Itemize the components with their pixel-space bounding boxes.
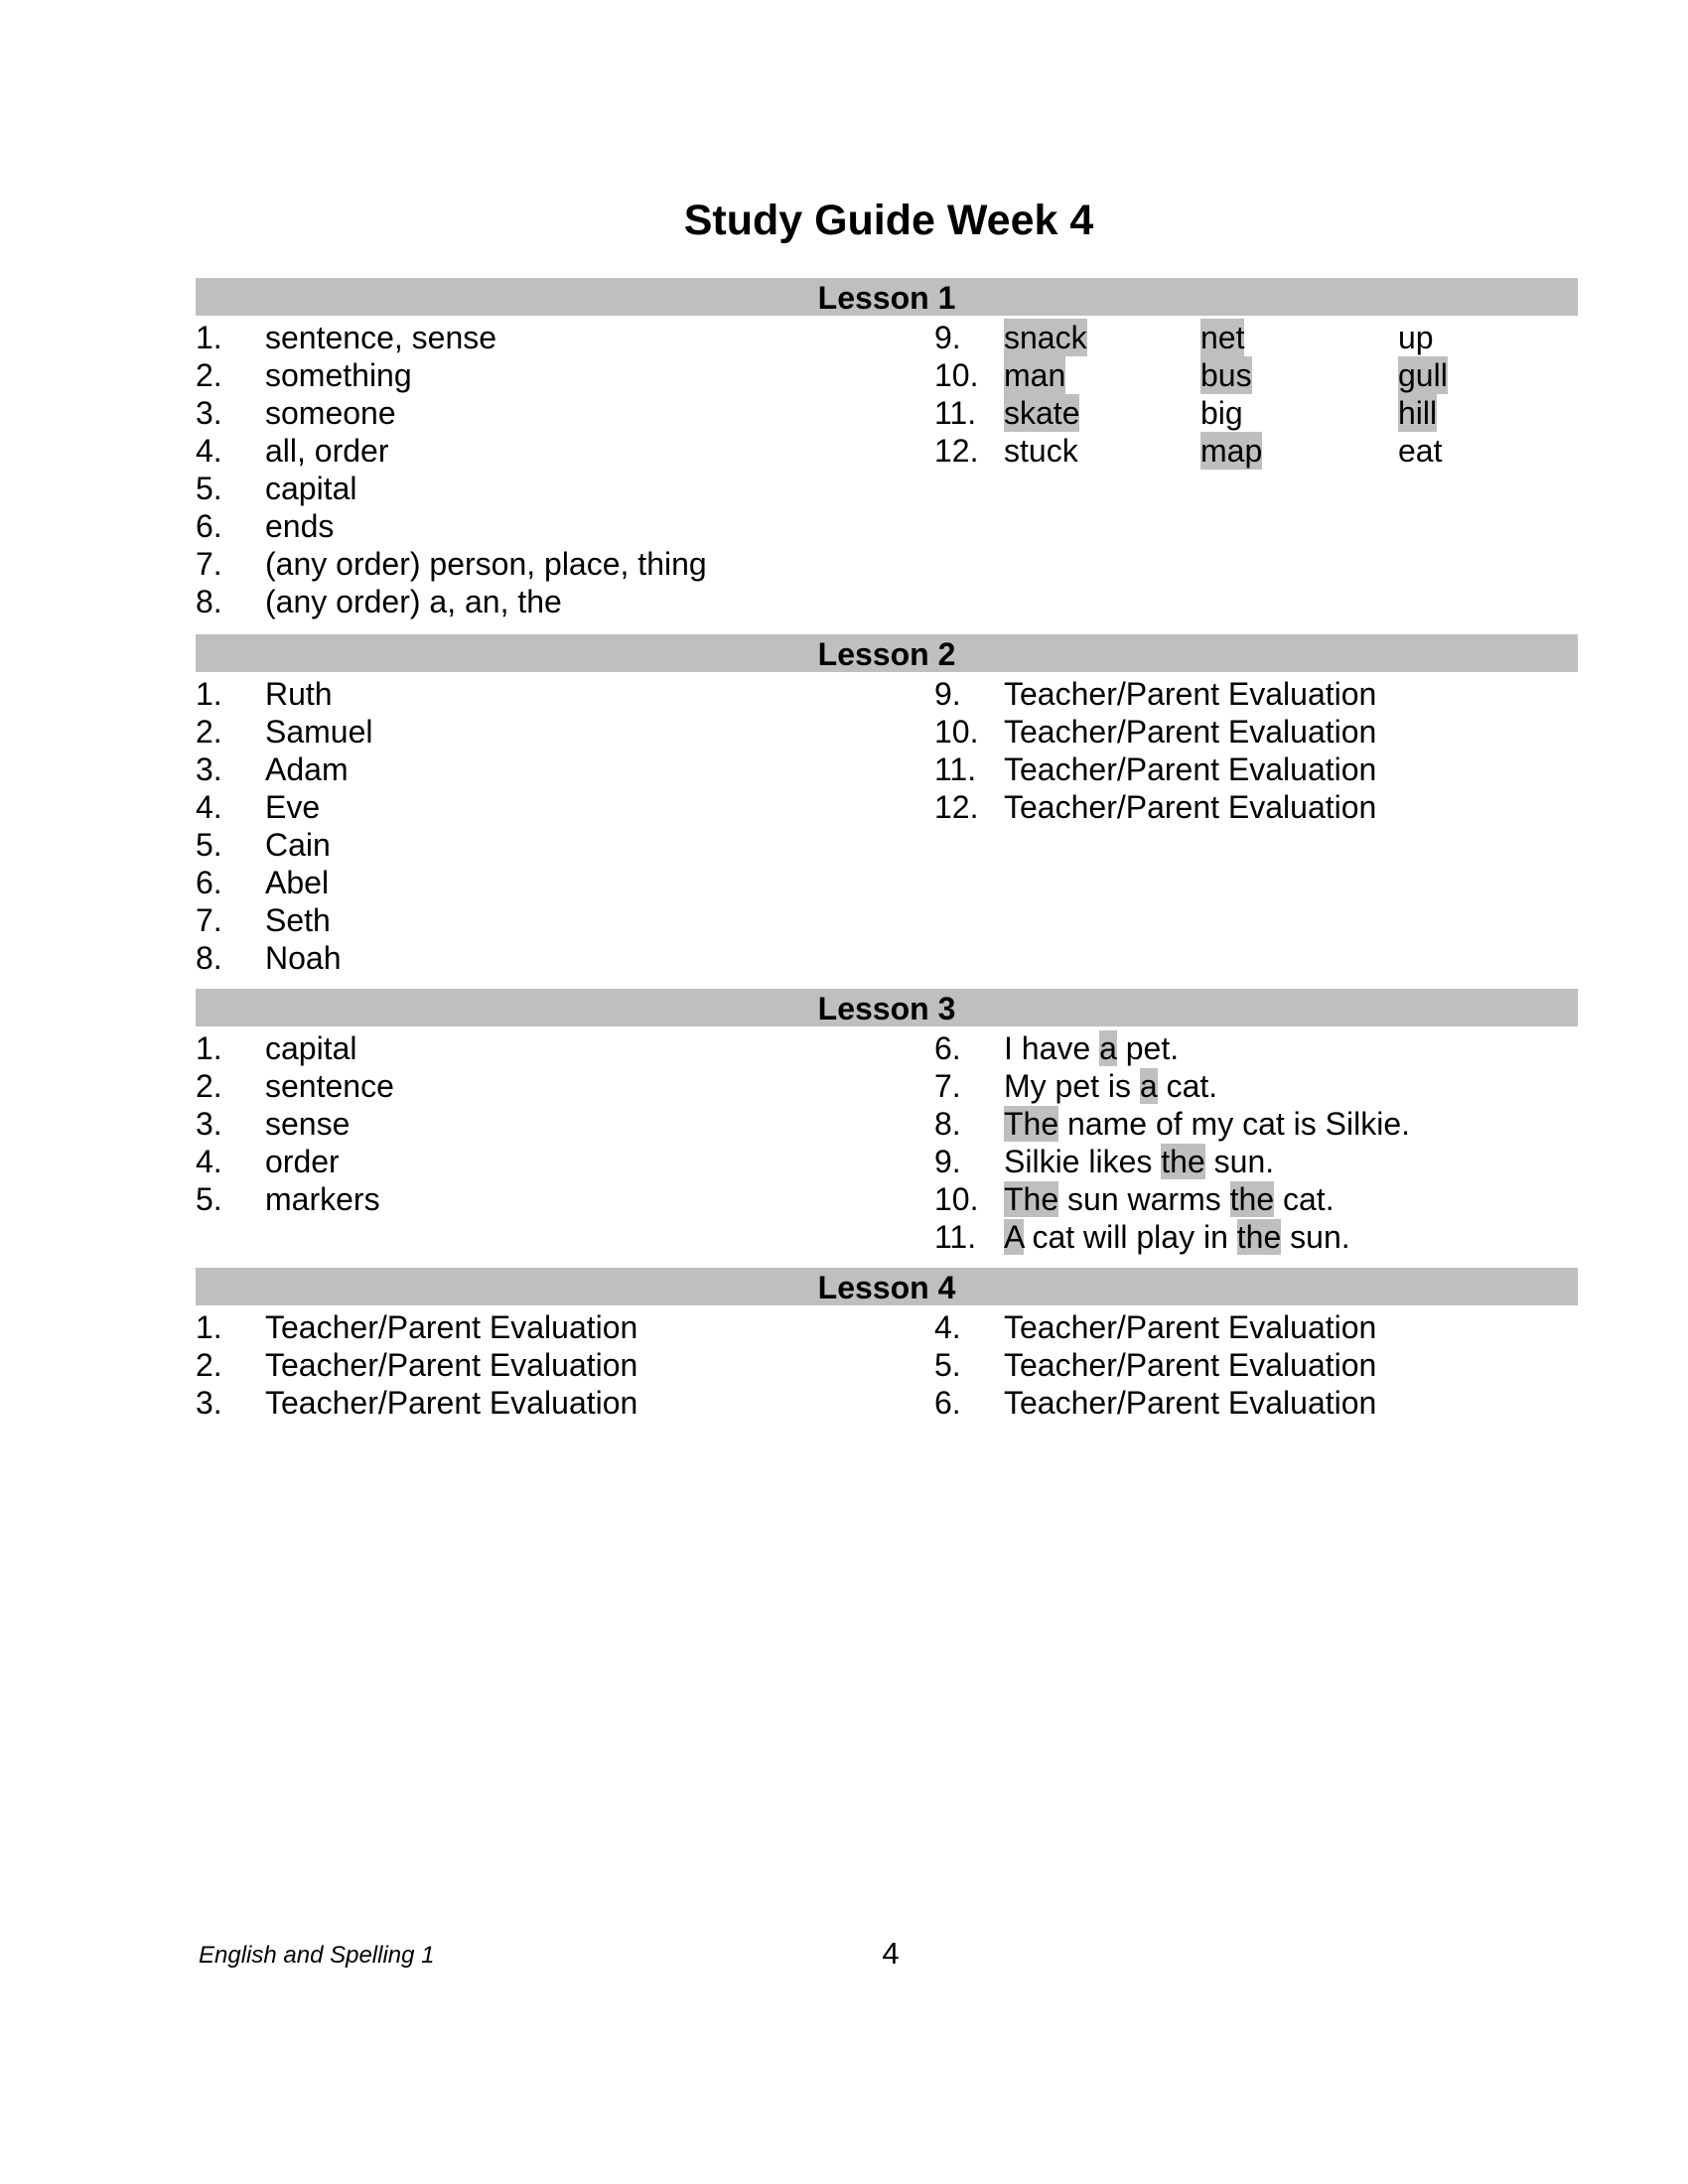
item-answer: Teacher/Parent Evaluation: [265, 1347, 638, 1383]
item-answer: Teacher/Parent Evaluation: [1004, 676, 1377, 712]
list-item: [196, 356, 891, 394]
footer-page-number: 4: [882, 1936, 900, 1971]
highlighted-article: the: [1161, 1144, 1205, 1179]
spelling-word: man: [1004, 357, 1066, 393]
sentence-segment: pet.: [1116, 1030, 1180, 1066]
spelling-word: bus: [1200, 357, 1252, 393]
item-answer: sense: [265, 1106, 351, 1142]
item-number: 10.: [934, 714, 979, 750]
item-answer: Teacher/Parent Evaluation: [265, 1309, 638, 1345]
sentence-segment: My pet is: [1004, 1068, 1140, 1104]
highlighted-article: the: [1236, 1219, 1282, 1255]
spelling-word: skate: [1004, 395, 1080, 431]
list-item: [196, 788, 891, 826]
list-item: [196, 394, 891, 432]
list-item: [934, 1218, 1629, 1256]
item-answer: Noah: [265, 940, 342, 976]
item-number: 12.: [934, 433, 979, 469]
item-number: 6.: [934, 1030, 961, 1066]
spelling-word: big: [1200, 395, 1243, 431]
item-number: 6.: [196, 865, 222, 900]
item-answer: someone: [265, 395, 396, 431]
spelling-word: snack: [1004, 320, 1087, 355]
item-number: 1.: [196, 320, 222, 355]
list-item: [196, 432, 891, 470]
item-answer: Adam: [265, 751, 349, 787]
spelling-word: net: [1200, 320, 1245, 355]
spelling-word: stuck: [1004, 433, 1078, 469]
item-number: 2.: [196, 714, 222, 750]
list-item: [196, 826, 891, 864]
item-answer: ends: [265, 508, 335, 544]
list-item: [934, 1384, 1629, 1422]
item-number: 10.: [934, 357, 979, 393]
item-answer: all, order: [265, 433, 389, 469]
item-answer: Cain: [265, 827, 331, 863]
item-answer: Samuel: [265, 714, 373, 750]
item-number: 6.: [934, 1385, 961, 1421]
list-item: [934, 1105, 1629, 1143]
item-number: 1.: [196, 1030, 222, 1066]
item-number: 7.: [196, 902, 222, 938]
item-number: 4.: [934, 1309, 961, 1345]
item-number: 9.: [934, 1144, 961, 1179]
footer-course-name: English and Spelling 1: [199, 1942, 435, 1969]
item-number: 3.: [196, 1385, 222, 1421]
list-item: [934, 788, 1629, 826]
list-item: [196, 1105, 891, 1143]
list-item: [196, 470, 891, 507]
list-item: [196, 1308, 891, 1346]
list-item: [934, 432, 1629, 470]
sentence-segment: sun warms: [1058, 1181, 1230, 1217]
item-number: 9.: [934, 676, 961, 712]
sentence-segment: name of my cat is Silkie.: [1058, 1106, 1411, 1142]
item-answer: Abel: [265, 865, 330, 900]
list-item: [934, 675, 1629, 713]
item-number: 3.: [196, 1106, 222, 1142]
list-item: [934, 713, 1629, 751]
item-number: 8.: [934, 1106, 961, 1142]
lesson-heading: Lesson 4: [196, 1268, 1578, 1305]
list-item: [934, 319, 1629, 356]
item-answer: Seth: [265, 902, 331, 938]
item-answer: Teacher/Parent Evaluation: [1004, 1309, 1377, 1345]
item-number: 4.: [196, 433, 222, 469]
list-item: [196, 864, 891, 901]
list-item: [196, 1180, 891, 1218]
item-number: 8.: [196, 940, 222, 976]
list-item: [196, 939, 891, 977]
list-item: [196, 675, 891, 713]
highlighted-article: a: [1099, 1030, 1117, 1066]
sentence-segment: cat will play in: [1023, 1219, 1237, 1255]
list-item: [196, 1384, 891, 1422]
sentence-segment: cat.: [1274, 1181, 1335, 1217]
item-answer: Teacher/Parent Evaluation: [1004, 1385, 1377, 1421]
item-answer: sentence, sense: [265, 320, 497, 355]
spelling-word: hill: [1398, 395, 1438, 431]
list-item: [934, 1067, 1629, 1105]
item-number: 2.: [196, 1068, 222, 1104]
list-item: [934, 394, 1629, 432]
spelling-word: gull: [1398, 357, 1448, 393]
item-sentence: [1004, 1218, 1350, 1256]
sentence-segment: I have: [1004, 1030, 1100, 1066]
highlighted-article: the: [1229, 1181, 1275, 1217]
item-answer: Teacher/Parent Evaluation: [1004, 751, 1377, 787]
item-number: 4.: [196, 789, 222, 825]
list-item: [934, 1029, 1629, 1067]
list-item: [196, 507, 891, 545]
list-item: [196, 583, 891, 620]
list-item: [196, 545, 891, 583]
item-answer: Teacher/Parent Evaluation: [1004, 1347, 1377, 1383]
item-answer: Teacher/Parent Evaluation: [1004, 714, 1377, 750]
list-item: [196, 713, 891, 751]
spelling-word: map: [1200, 433, 1263, 469]
item-number: 1.: [196, 676, 222, 712]
item-number: 7.: [196, 546, 222, 582]
item-number: 8.: [196, 584, 222, 619]
highlighted-article: a: [1139, 1068, 1158, 1104]
item-number: 5.: [196, 1181, 222, 1217]
item-sentence: [1004, 1029, 1179, 1067]
list-item: [934, 356, 1629, 394]
item-number: 10.: [934, 1181, 979, 1217]
item-number: 11.: [934, 1219, 977, 1255]
lesson-heading: Lesson 3: [196, 989, 1578, 1026]
sentence-segment: sun.: [1281, 1219, 1350, 1255]
item-number: 5.: [934, 1347, 961, 1383]
item-answer: capital: [265, 1030, 357, 1066]
spelling-word: eat: [1398, 433, 1443, 469]
item-number: 12.: [934, 789, 979, 825]
item-answer: markers: [265, 1181, 380, 1217]
item-number: 2.: [196, 1347, 222, 1383]
list-item: [196, 1346, 891, 1384]
item-sentence: [1004, 1180, 1335, 1218]
item-sentence: [1004, 1105, 1410, 1143]
item-number: 6.: [196, 508, 222, 544]
sentence-segment: Silkie likes: [1004, 1144, 1162, 1179]
item-number: 1.: [196, 1309, 222, 1345]
item-number: 5.: [196, 471, 222, 506]
item-answer: (any order) a, an, the: [265, 584, 562, 619]
item-answer: (any order) person, place, thing: [265, 546, 707, 582]
list-item: [196, 751, 891, 788]
item-number: 11.: [934, 395, 977, 431]
item-answer: Teacher/Parent Evaluation: [265, 1385, 638, 1421]
item-sentence: [1004, 1143, 1274, 1180]
list-item: [196, 1143, 891, 1180]
list-item: [934, 1346, 1629, 1384]
item-number: 2.: [196, 357, 222, 393]
item-number: 11.: [934, 751, 977, 787]
list-item: [934, 1180, 1629, 1218]
item-number: 5.: [196, 827, 222, 863]
list-item: [934, 751, 1629, 788]
list-item: [196, 319, 891, 356]
item-number: 9.: [934, 320, 961, 355]
highlighted-article: A: [1004, 1219, 1024, 1255]
sentence-segment: sun.: [1204, 1144, 1275, 1179]
item-sentence: [1004, 1067, 1217, 1105]
lesson-heading: Lesson 1: [196, 278, 1578, 316]
highlighted-article: The: [1004, 1106, 1059, 1142]
highlighted-article: The: [1004, 1181, 1059, 1217]
item-number: 7.: [934, 1068, 961, 1104]
page-title: Study Guide Week 4: [683, 197, 1094, 244]
item-answer: something: [265, 357, 412, 393]
list-item: [934, 1308, 1629, 1346]
spelling-word: up: [1398, 320, 1434, 355]
list-item: [934, 1143, 1629, 1180]
item-number: 3.: [196, 751, 222, 787]
item-answer: Teacher/Parent Evaluation: [1004, 789, 1377, 825]
list-item: [196, 1029, 891, 1067]
item-answer: Ruth: [265, 676, 333, 712]
item-number: 3.: [196, 395, 222, 431]
item-answer: capital: [265, 471, 357, 506]
item-answer: Eve: [265, 789, 321, 825]
list-item: [196, 901, 891, 939]
item-number: 4.: [196, 1144, 222, 1179]
list-item: [196, 1067, 891, 1105]
lesson-heading: Lesson 2: [196, 634, 1578, 672]
item-answer: order: [265, 1144, 340, 1179]
item-answer: sentence: [265, 1068, 394, 1104]
sentence-segment: cat.: [1157, 1068, 1218, 1104]
